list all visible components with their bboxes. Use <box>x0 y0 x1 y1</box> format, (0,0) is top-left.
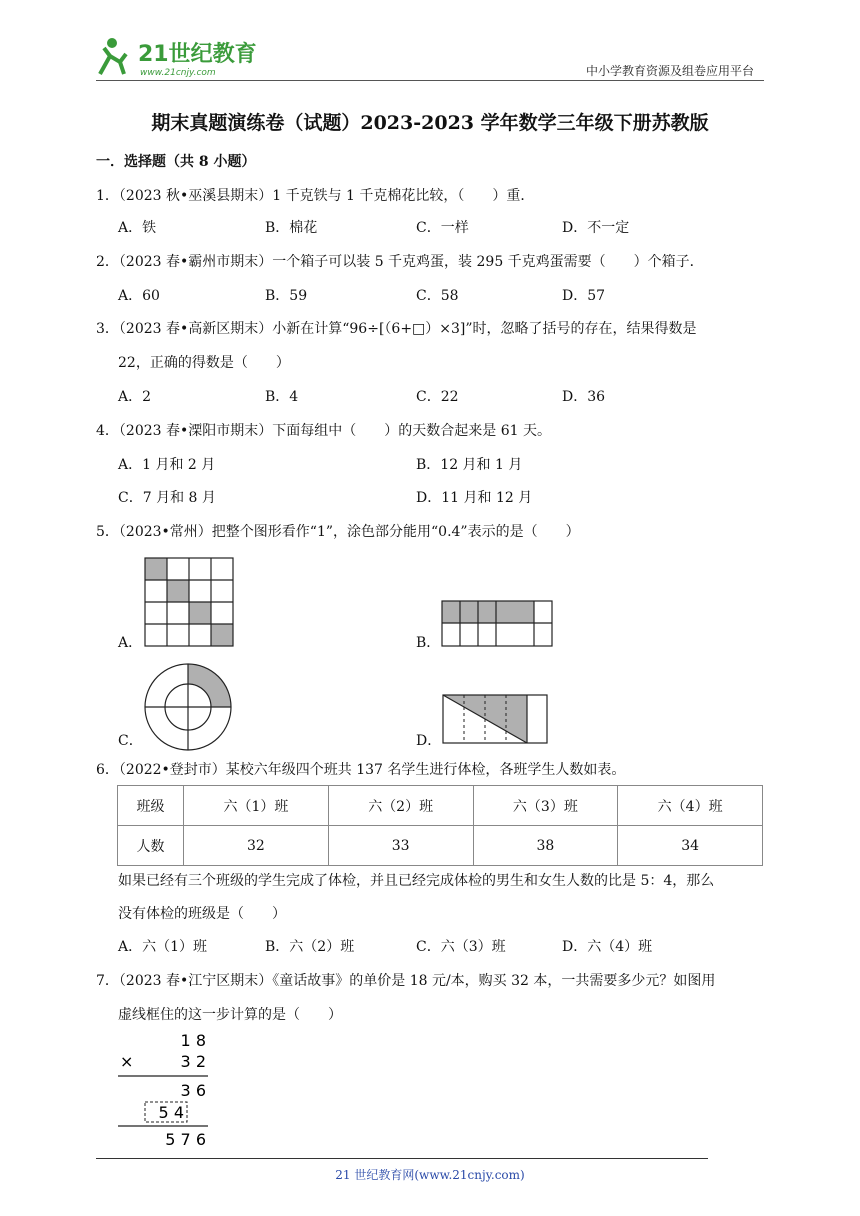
figure-b-bar <box>441 600 553 648</box>
q4-option-b: B．12 月和 1 月 <box>416 457 523 473</box>
q4-option-c: C．7 月和 8 月 <box>118 490 216 506</box>
table-cell: 32 <box>184 826 329 866</box>
calc-partial-1: 3 6 <box>180 1081 206 1100</box>
footer-text: 21 世纪教育网(www.21cnjy.com) <box>335 1168 525 1182</box>
calc-multiplicand: 1 8 <box>180 1031 206 1050</box>
table-header-cell: 班级 <box>118 786 184 826</box>
table-row <box>118 826 763 866</box>
q2-option-b: B．59 <box>265 288 308 304</box>
q1-option-b: B．棉花 <box>265 220 318 236</box>
q5-option-b: B． <box>416 635 441 651</box>
q3-option-a: A．2 <box>118 389 152 405</box>
figure-d-triangle <box>441 693 549 745</box>
runner-icon <box>100 38 126 74</box>
figure-c-circles <box>143 662 233 752</box>
q4-option-d: D．11 月和 12 月 <box>416 490 533 506</box>
question-2: 2．（2023 春•霸州市期末）一个箱子可以装 5 千克鸡蛋，装 295 千克鸡蛋需要（ ）个箱子． <box>96 254 704 270</box>
q6-option-d: D．六（4）班 <box>562 939 653 955</box>
q5-option-d: D． <box>416 733 442 749</box>
class-count-table <box>117 785 763 866</box>
logo-text: 21世纪教育 <box>138 42 257 67</box>
q1-option-c: C．一样 <box>416 220 469 236</box>
calc-partial-2: 5 4 <box>158 1103 184 1122</box>
question-5: 5．（2023•常州）把整个图形看作“1”，涂色部分能用“0.4”表示的是（ ） <box>96 524 580 540</box>
section-heading: 一．选择题（共 8 小题） <box>96 154 256 170</box>
header-platform-text: 中小学教育资源及组卷应用平台 <box>585 64 754 78</box>
table-header-cell: 六（4）班 <box>618 786 763 826</box>
question-6: 6．（2022•登封市）某校六年级四个班共 137 名学生进行体检，各班学生人数如表。 <box>96 762 626 778</box>
q1-option-d: D．不一定 <box>562 220 630 236</box>
q2-option-c: C．58 <box>416 288 459 304</box>
figure-a-grid <box>144 557 234 647</box>
question-1: 1．（2023 秋•巫溪县期末）1 千克铁与 1 千克棉花比较，（ ）重． <box>96 188 535 204</box>
q3-option-b: B．4 <box>265 389 299 405</box>
table-cell: 38 <box>473 826 618 866</box>
page-title: 期末真题演练卷（试题）2023-2023 学年数学三年级下册苏教版 <box>151 112 709 134</box>
q2-option-d: D．57 <box>562 288 606 304</box>
q5-option-c: C． <box>118 733 143 749</box>
q1-option-a: A．铁 <box>118 220 157 236</box>
question-7-cont: 虚线框住的这一步计算的是（ ） <box>118 1007 342 1023</box>
question-6-cont: 如果已经有三个班级的学生完成了体检，并且已经完成体检的男生和女生人数的比是 5：4，那么 <box>118 873 715 889</box>
q4-option-a: A．1 月和 2 月 <box>118 457 216 473</box>
question-6-cont2: 没有体检的班级是（ ） <box>118 906 286 922</box>
question-7: 7．（2023 春•江宁区期末）《童话故事》的单价是 18 元/本，购买 32 本，一共需要多少元？如图用 <box>96 973 716 989</box>
table-cell: 人数 <box>118 826 184 866</box>
times-sign: × <box>120 1052 134 1071</box>
footer-divider <box>96 1158 708 1159</box>
logo <box>96 34 266 80</box>
q5-option-a: A． <box>118 635 143 651</box>
q3-option-c: C．22 <box>416 389 459 405</box>
table-row <box>118 786 763 826</box>
table-header-cell: 六（1）班 <box>184 786 329 826</box>
q3-option-d: D．36 <box>562 389 606 405</box>
calc-multiplier: 3 2 <box>180 1052 206 1071</box>
logo-subtext: www.21cnjy.com <box>140 68 216 78</box>
table-header-cell: 六（2）班 <box>328 786 473 826</box>
q6-option-b: B．六（2）班 <box>265 939 355 955</box>
vertical-multiplication <box>118 1030 218 1150</box>
question-3: 3．（2023 春•高新区期末）小新在计算“96÷[（6+□）×3]”时，忽略了括号的存在，结果得数是 <box>96 321 697 337</box>
table-header-cell: 六（3）班 <box>473 786 618 826</box>
calc-product: 5 7 6 <box>165 1130 206 1149</box>
q2-option-a: A．60 <box>118 288 160 304</box>
header-divider <box>96 80 764 81</box>
question-3-cont: 22，正确的得数是（ ） <box>118 355 290 371</box>
table-cell: 34 <box>618 826 763 866</box>
table-cell: 33 <box>328 826 473 866</box>
question-4: 4．（2023 春•溧阳市期末）下面每组中（ ）的天数合起来是 61 天。 <box>96 423 551 439</box>
q6-option-a: A．六（1）班 <box>118 939 208 955</box>
q6-option-c: C．六（3）班 <box>416 939 506 955</box>
